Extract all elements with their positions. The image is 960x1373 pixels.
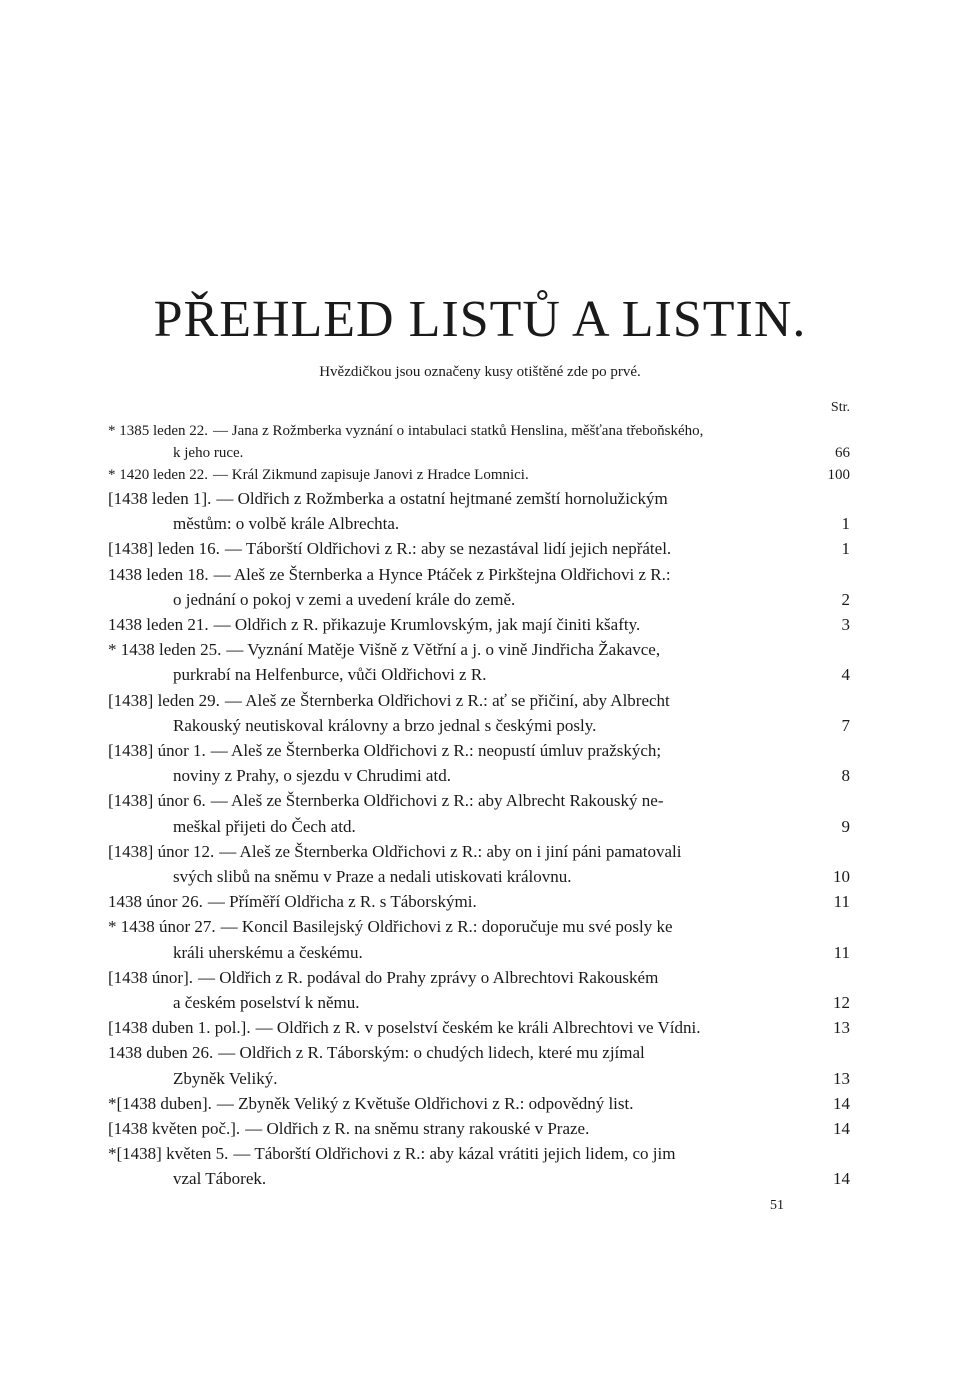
entry-page-number: 11 xyxy=(833,892,850,912)
entry-page-number: 4 xyxy=(841,665,850,685)
toc-entry xyxy=(108,788,850,838)
entry-text: — Jana z Rožmberka vyznání o intabulaci statků Henslina, měšťana třeboňského, xyxy=(212,423,704,439)
entry-page-number: 2 xyxy=(841,589,850,609)
entry-page-number: 14 xyxy=(833,1169,850,1189)
entry-text: — Aleš ze Šternberka Oldřichovi z R.: neopustí úmluv pražských; xyxy=(210,741,662,761)
entry-date: 1438 leden 21. xyxy=(108,615,209,635)
toc-entry xyxy=(108,612,850,637)
footer-page-number: 51 xyxy=(770,1198,784,1213)
entry-date: * 1385 leden 22. xyxy=(108,423,208,439)
entry-text: — Vyznání Matěje Višně z Větřní a j. o vině Jindřicha Žakavce, xyxy=(226,640,661,660)
entry-page-number: 8 xyxy=(841,766,850,786)
toc-entry xyxy=(108,914,850,964)
toc-entry xyxy=(108,1116,850,1141)
toc-entry xyxy=(108,738,850,788)
entry-text: — Příměří Oldřicha z R. s Táborskými. xyxy=(207,892,477,912)
entry-page-number: 14 xyxy=(833,1093,850,1113)
toc-entry xyxy=(108,1141,850,1191)
entry-text: o jednání o pokoj v zemi a uvedení krále do země. xyxy=(173,589,516,609)
page-subtitle: Hvězdičkou jsou označeny kusy otištěné zde po prvé. xyxy=(319,364,641,380)
toc-entry xyxy=(108,637,850,687)
entry-page-number: 11 xyxy=(833,942,850,962)
entry-text: — Oldřich z R. přikazuje Krumlovským, jak mají činiti kšafty. xyxy=(213,615,641,635)
entry-text: — Aleš ze Šternberka Oldřichovi z R.: aby on i jiní páni pamatovali xyxy=(219,841,682,861)
entry-page-number: 1 xyxy=(841,514,850,534)
toc-entry xyxy=(108,464,850,486)
entry-text: — Král Zikmund zapisuje Janovi z Hradce Lomnici. xyxy=(212,467,529,483)
entry-text: a českém poselství k němu. xyxy=(173,993,360,1013)
entry-page-number: 100 xyxy=(827,467,850,483)
page-column-header: Str. xyxy=(830,400,850,415)
entry-page-number: 12 xyxy=(833,993,850,1013)
toc-entry xyxy=(108,562,850,612)
entry-text: králi uherskému a českému. xyxy=(173,942,363,962)
entry-text: — Táborští Oldřichovi z R.: aby se nezastával lidí jejich nepřátel. xyxy=(224,539,672,559)
toc-entry xyxy=(108,1091,850,1116)
toc-entry xyxy=(108,420,850,464)
entry-page-number: 10 xyxy=(833,867,850,887)
toc-entry xyxy=(108,1015,850,1040)
entry-text: Zbyněk Veliký. xyxy=(173,1068,278,1088)
entry-text: — Zbyněk Veliký z Květuše Oldřichovi z R.: odpovědný list. xyxy=(216,1093,634,1113)
entry-date: *[1438 duben]. xyxy=(108,1093,212,1113)
entry-page-number: 7 xyxy=(841,715,850,735)
entry-text: — Koncil Basilejský Oldřichovi z R.: doporučuje mu své posly ke xyxy=(220,917,673,937)
entry-page-number: 66 xyxy=(835,445,850,461)
toc-entry xyxy=(108,1040,850,1090)
entry-text: purkrabí na Helfenburce, vůči Oldřichovi z R. xyxy=(173,665,487,685)
entry-text: vzal Táborek. xyxy=(173,1169,267,1189)
entry-date: * 1420 leden 22. xyxy=(108,467,208,483)
entry-text: — Oldřich z R. Táborským: o chudých lidech, které mu zjímal xyxy=(218,1043,645,1063)
entry-page-number: 3 xyxy=(841,615,850,635)
entry-page-number: 9 xyxy=(841,816,850,836)
entry-date: [1438 květen poč.]. xyxy=(108,1119,241,1139)
entry-text: — Oldřich z R. podával do Prahy zprávy o Albrechtovi Rakouském xyxy=(197,967,659,987)
entry-date: [1438] únor 6. xyxy=(108,791,206,811)
entry-text: meškal přijeti do Čech atd. xyxy=(173,816,356,836)
entry-list xyxy=(108,420,850,1192)
entry-text: — Oldřich z Rožmberka a ostatní hejtmané zemští hornolužickým xyxy=(216,489,668,508)
entry-text: — Aleš ze Šternberka a Hynce Ptáček z Pirkštejna Oldřichovi z R.: xyxy=(213,564,671,584)
entry-text: — Oldřich z R. na sněmu strany rakouské v Praze. xyxy=(245,1119,590,1139)
entry-page-number: 13 xyxy=(833,1018,850,1038)
entry-date: [1438] leden 29. xyxy=(108,690,220,710)
page-title: PŘEHLED LISTŮ A LISTIN. xyxy=(153,291,807,348)
entry-date: 1438 únor 26. xyxy=(108,892,203,912)
entry-date: * 1438 únor 27. xyxy=(108,917,216,937)
entry-text: — Aleš ze Šternberka Oldřichovi z R.: ať se přičiní, aby Albrecht xyxy=(224,690,670,710)
entry-page-number: 14 xyxy=(833,1119,850,1139)
toc-entry xyxy=(108,536,850,561)
entry-text: Rakouský neutiskoval královny a brzo jednal s českými posly. xyxy=(173,715,597,735)
entry-date: [1438] leden 16. xyxy=(108,539,220,559)
entry-page-number: 1 xyxy=(841,539,850,559)
entry-page-number: 13 xyxy=(833,1068,850,1088)
entry-text: k jeho ruce. xyxy=(173,445,244,461)
entry-date: 1438 duben 26. xyxy=(108,1043,214,1063)
entry-date: [1438 leden 1]. xyxy=(108,489,212,508)
entry-date: 1438 leden 18. xyxy=(108,564,209,584)
entry-date: [1438] únor 12. xyxy=(108,841,215,861)
entry-date: * 1438 leden 25. xyxy=(108,640,222,660)
entry-date: [1438 duben 1. pol.]. xyxy=(108,1018,251,1038)
toc-entry xyxy=(108,889,850,914)
toc-entry xyxy=(108,688,850,738)
entry-text: — Oldřich z R. v poselství českém ke králi Albrechtovi ve Vídni. xyxy=(255,1018,701,1038)
entry-text: svých slibů na sněmu v Praze a nedali utiskovati královnu. xyxy=(173,867,572,887)
entry-date: *[1438] květen 5. xyxy=(108,1144,229,1164)
entry-text: — Aleš ze Šternberka Oldřichovi z R.: aby Albrecht Rakouský ne- xyxy=(210,791,664,811)
entry-date: [1438 únor]. xyxy=(108,967,193,987)
entry-date: [1438] únor 1. xyxy=(108,741,206,761)
entry-text: — Táborští Oldřichovi z R.: aby kázal vrátiti jejich lidem, co jim xyxy=(233,1144,676,1164)
toc-entry xyxy=(108,839,850,889)
toc-entry xyxy=(108,486,850,536)
entry-text: noviny z Prahy, o sjezdu v Chrudimi atd. xyxy=(173,766,451,786)
entry-text: městům: o volbě krále Albrechta. xyxy=(173,514,400,534)
toc-entry xyxy=(108,965,850,1015)
